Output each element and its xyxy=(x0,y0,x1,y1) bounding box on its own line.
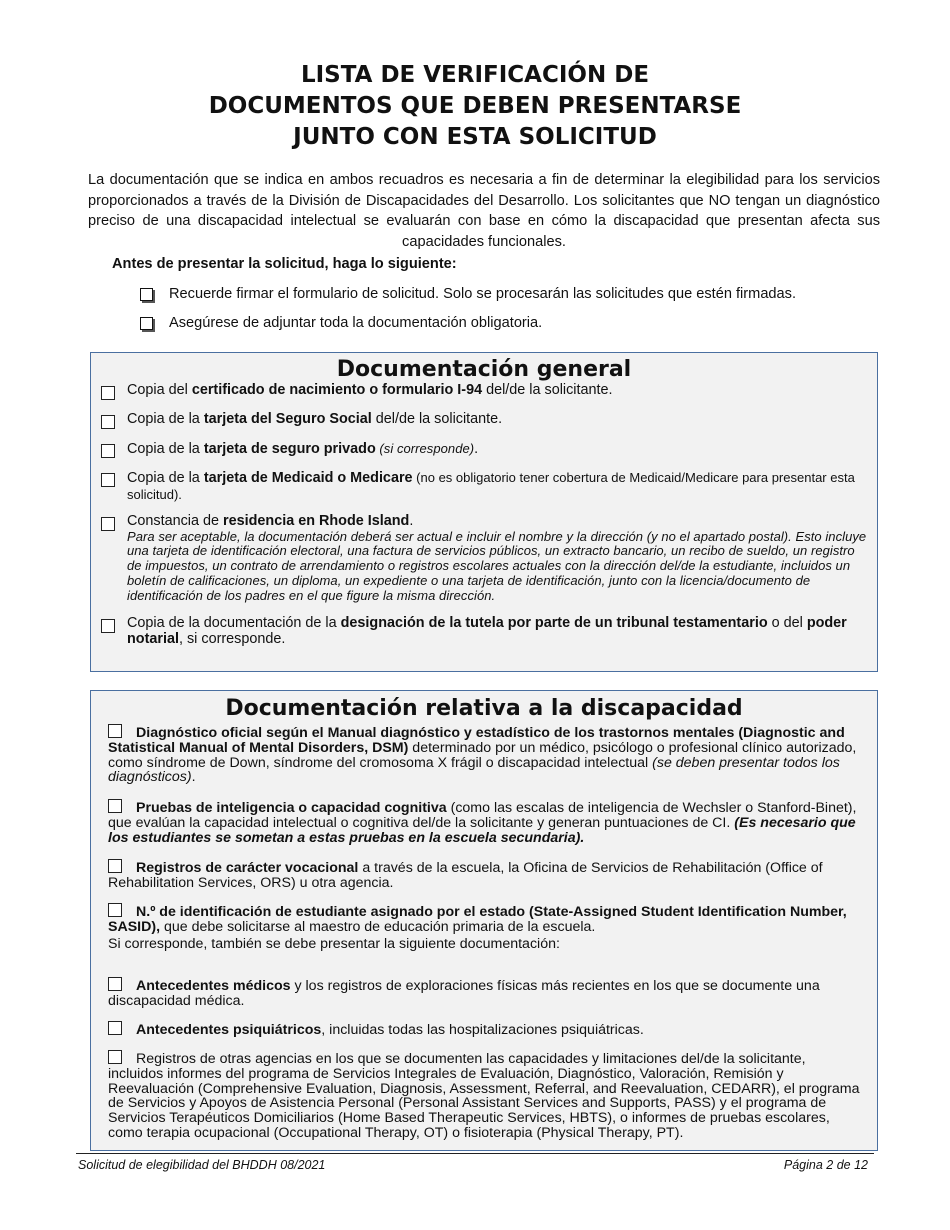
checkbox[interactable] xyxy=(108,1050,122,1064)
checkbox[interactable] xyxy=(108,977,122,991)
disability-documentation-panel xyxy=(90,690,878,1151)
title-line-2: DOCUMENTOS QUE DEBEN PRESENTARSE xyxy=(208,93,742,119)
intro-paragraph: La documentación que se indica en ambos recuadros es necesaria a fin de determinar la elegibilidad para los servicios proporcionados a través de la División de Discapacidades del Desarrollo. Los solicitantes que NO tengan un diagnóstico preciso de una discapacidad intelectual se evaluarán con base en cómo la discapacidad que presentan afecta sus capacidades funcionales. xyxy=(88,172,880,250)
disability-item-psychiatric: Antecedentes psiquiátricos, incluidas todas las hospitalizaciones psiquiátricas. xyxy=(108,1021,863,1038)
residency-note: Para ser aceptable, la documentación deberá ser actual e incluir el nombre y la dirección (y no el apartado postal). Esto incluye una tarjeta de identificación electoral, una factura de servicios públicos, un extracto bancario, un recibo de sueldo, un registro de impuestos, un contrato de arrendamiento o registros escolares actuales con la dirección del/de la estudiante, incluidos un boletín de calificaciones, un diploma, un expediente o una tarjeta de identificación, junto con la licencia/documento de identificación de los padres en el que figure la misma dirección. xyxy=(127,528,867,604)
page-title xyxy=(0,60,950,153)
disability-item-sasid: N.º de identificación de estudiante asignado por el estado (State-Assigned Student Identification Number, SASID), que debe solicitarse al maestro de educación primaria de la escuela. Si corresponde, también se debe presentar la siguiente documentación: xyxy=(108,903,863,951)
footer-form-name: Solicitud de elegibilidad del BHDDH 08/2021 xyxy=(78,1158,326,1172)
checkbox[interactable] xyxy=(101,473,115,487)
pre-item-sign xyxy=(140,286,796,302)
general-item-private-insurance: Copia de la tarjeta de seguro privado (si corresponde). xyxy=(101,441,867,458)
checkbox-icon[interactable] xyxy=(140,317,153,330)
checkbox[interactable] xyxy=(108,1021,122,1035)
footer-page-number: Página 2 de 12 xyxy=(783,1158,868,1172)
checkbox[interactable] xyxy=(101,444,115,458)
checkbox[interactable] xyxy=(108,859,122,873)
general-item-residency: Constancia de residencia en Rhode Island. Para ser aceptable, la documentación deberá ser actual e incluir el nombre y la dirección (y no el apartado postal). Esto incluye una tarjeta de identificación electoral, una factura de servicios públicos, un extracto bancario, un recibo de sueldo, un registro de impuestos, un contrato de arrendamiento o registros escolares actuales con la dirección del/de la estudiante, incluidos un boletín de calificaciones, un diploma, un expediente o una tarjeta de identificación, junto con la licencia/documento de identificación de los padres en el que figure la misma dirección. xyxy=(101,514,867,604)
pre-item-label: Recuerde firmar el formulario de solicitud. Solo se procesarán las solicitudes que estén firmadas. xyxy=(169,286,797,302)
disability-item-dsm: Diagnóstico oficial según el Manual diagnóstico y estadístico de los trastornos mentales (Diagnostic and Statistical Manual of Mental Disorders, DSM) determinado por un médico, psicólogo o profesional clínico autorizado, como síndrome de Down, síndrome del cromosoma X frágil o discapacidad intelectual (se deben presentar todos los diagnósticos). xyxy=(108,725,857,786)
general-item-birth-certificate: Copia del certificado de nacimiento o formulario I-94 del/de la solicitante. xyxy=(101,383,867,399)
pre-item-attach xyxy=(140,315,542,331)
also-required-note: Si corresponde, también se debe presentar la siguiente documentación: xyxy=(108,935,560,952)
checkbox[interactable] xyxy=(108,903,122,917)
general-item-medicaid: Copia de la tarjeta de Medicaid o Medicare (no es obligatorio tener cobertura de Medicaid/Medicare para presentar esta solicitud). xyxy=(101,470,867,503)
checkbox[interactable] xyxy=(101,619,115,633)
checkbox[interactable] xyxy=(108,799,122,813)
checkbox[interactable] xyxy=(101,386,115,400)
checkbox[interactable] xyxy=(101,415,115,429)
general-item-social-security: Copia de la tarjeta del Seguro Social del/de la solicitante. xyxy=(101,412,867,428)
pre-item-label: Asegúrese de adjuntar toda la documentación obligatoria. xyxy=(169,315,543,331)
checkbox[interactable] xyxy=(101,517,115,531)
page-footer xyxy=(76,1153,874,1172)
title-line-3: JUNTO CON ESTA SOLICITUD xyxy=(293,124,657,150)
disability-item-iq-tests: Pruebas de inteligencia o capacidad cognitiva (como las escalas de inteligencia de Wechsler o Stanford-Binet), que evalúan la capacidad intelectual o cognitiva del/de la solicitante y generan puntuaciones de CI. (Es necesario que los estudiantes se sometan a estas pruebas en la escuela secundaria). xyxy=(108,800,857,846)
disability-title: Documentación relativa a la discapacidad xyxy=(225,696,743,721)
general-documentation-panel xyxy=(90,352,878,672)
general-item-guardianship: Copia de la documentación de la designación de la tutela por parte de un tribunal testamentario o del poder notarial, si corresponde. xyxy=(101,616,867,647)
before-heading: Antes de presentar la solicitud, haga lo siguiente: xyxy=(112,256,457,272)
disability-item-other-agencies: Registros de otras agencias en los que se documenten las capacidades y limitaciones del/de la solicitante, incluidos informes del programa de Servicios Integrales de Evaluación, Diagnóstico, Valoración, Remisión y Reevaluación (Comprehensive Evaluation, Diagnosis, Assessment, Referral, and Reevaluation, CEDARR), el programa de Servicios y Apoyos de Asistencia Personal (Personal Assistant Services and Supports, PASS) y el programa de Servicios Terapéuticos Domiciliarios (Home Based Therapeutic Services, HBTS), o informes de pruebas escolares, como terapia ocupacional (Occupational Therapy, OT) o fisioterapia (Physical Therapy, PT). xyxy=(108,1051,860,1141)
general-title: Documentación general xyxy=(336,357,632,382)
checkbox-icon[interactable] xyxy=(140,288,153,301)
disability-item-vocational: Registros de carácter vocacional a través de la escuela, la Oficina de Servicios de Rehabilitación (Office of Rehabilitation Services, ORS) u otra agencia. xyxy=(108,860,823,891)
title-line-1: LISTA DE VERIFICACIÓN DE xyxy=(300,62,650,88)
checkbox[interactable] xyxy=(108,724,122,738)
disability-item-medical: Antecedentes médicos y los registros de exploraciones físicas más recientes en los que se documente una discapacidad médica. xyxy=(108,978,820,1009)
